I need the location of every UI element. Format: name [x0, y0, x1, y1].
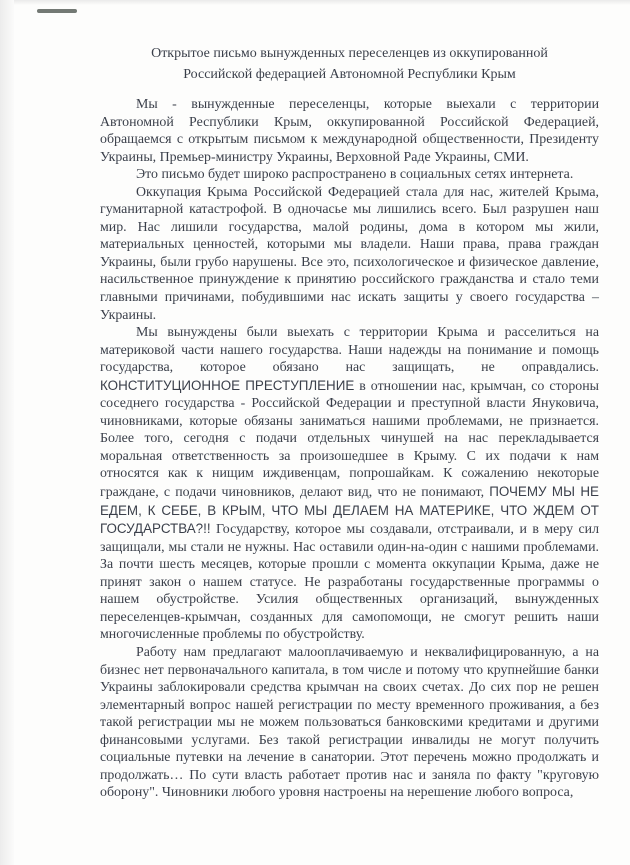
paragraph-4-part-c: Государству, которое мы создавали, отстраивали, и в меру сил защищали, мы стали не нужны. Нас оставили один-на-один с нашими проблемами. За почти шесть месяцев, которые прошли с момента оккупации Крыма, даже не принят закон о нашем статусе. Не разработаны государственные программы о нашем обустройстве. Усилия общественных организаций, вынужденных переселенцев-крымчан, созданных для самопомощи, не смогут решить наши многочисленные проблемы по обустройству.	[100, 522, 599, 643]
paragraph-5: Работу нам предлагают малооплачиваемую и неквалифицированную, а на бизнес нет первоначального капитала, в том числе и потому что крупнейшие банки Украины заблокировали средства крымчан на своих счетах. До сих пор не решен элементарный вопрос нашей регистрации по месту временного проживания, а без такой регистрации мы не можем пользоваться банковскими кредитами и другими финансовыми услугами. Без такой регистрации инвалиды не могут получить социальные путевки на лечение в санатории. Этот перечень можно продолжать и продолжать… По сути власть работает против нас и заняла по факту "круговую оборону". Чиновники любого уровня настроены на нерешение любого вопроса,	[100, 644, 599, 801]
emphasis-why-question: ПОЧЕМУ МЫ НЕ ЕДЕМ, К СЕБЕ, В КРЫМ, ЧТО МЫ ДЕЛАЕМ НА МАТЕРИКЕ, ЧТО ЖДЕМ ОТ ГОСУДАРСТВА?!!	[100, 484, 599, 537]
title-line-2: Российской федерацией Автономной Республики Крым	[183, 67, 516, 82]
scan-top-edge	[0, 0, 630, 5]
paragraph-4	[100, 324, 599, 644]
scan-left-edge	[0, 0, 14, 865]
letter-page	[100, 43, 599, 802]
paragraph-3: Оккупация Крыма Российской Федерацией стала для нас, жителей Крыма, гуманитарной катастрофой. В одночасье мы лишились всего. Был разрушен наш мир. Нас лишили государства, малой родины, дома в котором мы жили, материальных ценностей, которыми мы владели. Наши права, права граждан Украины, были грубо нарушены. Все это, психологическое и физическое давление, насильственное принуждение к принятию российского гражданства и стало теми главными причинами, побудившими нас искать защиты у своего государства – Украины.	[100, 184, 599, 323]
paragraph-1: Мы - вынужденные переселенцы, которые выехали с территории Автономной Республики Крым, оккупированной Российской Федерацией, обращаемся с открытым письмом к международной общественности, Президенту Украины, Премьер-министру Украины, Верховной Раде Украины, СМИ.	[100, 97, 599, 165]
paragraph-2: Это письмо будет широко распространено в социальных сетях интернета.	[136, 167, 574, 183]
title-line-1: Открытое письмо вынужденных переселенцев из оккупированной	[151, 46, 548, 61]
paragraph-4-part-a: Мы вынуждены были выехать с территории Крыма и расселиться на материковой части нашего государства. Наши надежды на понимание и помощь государства, которое обязано нас защищать, не оправдались.	[100, 325, 599, 376]
pen-mark	[37, 9, 77, 13]
paragraph-4-part-b: в отношении нас, крымчан, со стороны соседнего государства - Российской Федерации и преступной власти Януковича, чиновниками, которые обязаны заниматься нашими проблемами, не признается. Более того, сегодня с подачи отдельных чинушей на нас перекладывается моральная ответственность за произошедшее в Крыму. С их подачи к нам относятся как к нищим иждивенцам, попрошайкам. К сожалению некоторые граждане, с подачи чиновников, делают вид, что не понимают,	[100, 378, 599, 501]
letter-title	[100, 43, 599, 85]
emphasis-constitutional-crime: КОНСТИТУЦИОННОЕ ПРЕСТУПЛЕНИЕ	[100, 377, 355, 393]
